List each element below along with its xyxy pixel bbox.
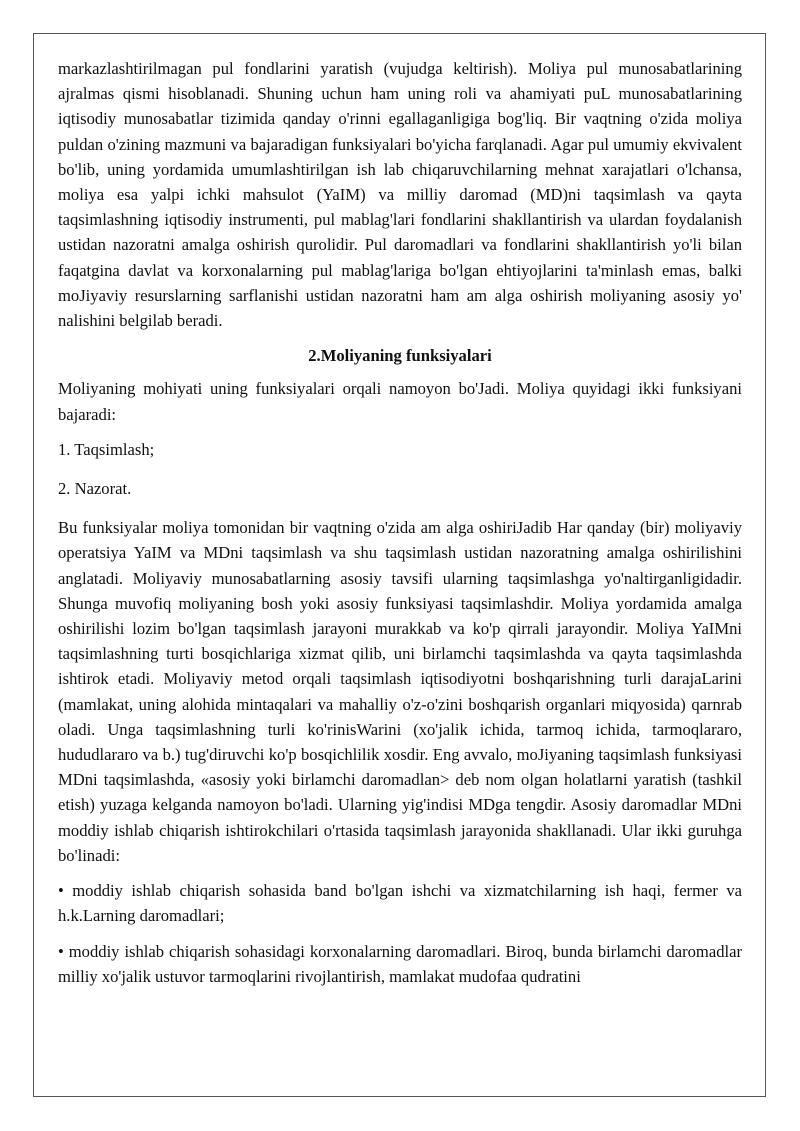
document-body (58, 56, 742, 999)
function-item-2: 2. Nazorat. (58, 479, 132, 499)
bullet-item-1: • moddiy ishlab chiqarish sohasida band bo'lgan ishchi va xizmatchilarning ish haqi, fermer va h.k.Larning daromadlari; (58, 881, 742, 926)
function-item-1: 1. Taqsimlash; (58, 439, 155, 459)
bullet-item-2: • moddiy ishlab chiqarish sohasidagi korxonalarning daromadlari. Biroq, bunda birlamchi daromadlar milliy xo'jalik ustuvor tarmoqlarini rivojlantirish, mamlakat mudofaa qudratini (58, 941, 742, 986)
paragraph-intro: Moliyaning mohiyati uning funksiyalari orqali namoyon bo'Jadi. Moliya quyidagi ikki funksiyani bajaradi: (58, 379, 742, 424)
section-heading: 2.Moliyaning funksiyalari (308, 346, 492, 366)
paragraph-body: Bu funksiyalar moliya tomonidan bir vaqtning o'zida am alga oshiriJadib Har qanday (bir) moliyaviy operatsiya YaIM va MDni taqsimlash va shu taqsimlash ustidan nazoratning amalga oshirilishini anglatadi. Moliyaviy munosabatlarning asosiy tavsifi ularning taqsimlashga yo'naltirganligidadir. Shunga muvofiq moliyaning bosh yoki asosiy funksiyasi taqsimlashdir. Moliya yordamida amalga oshirilishi lozim bo'lgan taqsimlash jarayoni murakkab va ko'p qirrali jarayondir. Moliya YaIMni taqsimlashning turti bosqichlariga xizmat qilib, uni birlamchi taqsimlashda va qayta taqsimlashda ishtirok etadi. Moliyaviy metod orqali taqsimlash iqtisodiyotni boshqarishning turli darajaLarini (mamlakat, uning alohida mintaqalari va mahalliy o'z-o'zini boshqarish organlari miqyosida) qarnrab oladi. Unga taqsimlashning turli ko'rinisWarini (xo'jalik ichida, tarmoq ichida, tarmoqlararo, hududlararo va b.) tug'diruvchi ko'p bosqichlilik xosdir. Eng avvalo, moJiyaning taqsimlash funksiyasi MDni taqsimlashda, «asosiy yoki birlamchi daromadlan> deb nom olgan holatlarni yaratish (tashkil etish) yuzaga kelganda namoyon bo'ladi. Ularning yig'indisi MDga tengdir. Asosiy daromadlar MDni moddiy ishlab chiqarish ishtirokchilari o'rtasida taqsimlash jarayonida shakllanadi. Ular ikki guruhga bo'linadi: (58, 518, 742, 865)
paragraph-continuation: markazlashtirilmagan pul fondlarini yaratish (vujudga keltirish). Moliya pul munosabatlarining ajralmas qismi hisoblanadi. Shuning uchun ham uning roli va ahamiyati puL munosabatlarining iqtisodiy munosabatlar tizimida qanday o'rinni egallaganligiga bog'liq. Bir vaqtning o'zida moliya puldan o'zining mazmuni va bajaradigan funksiyalari bo'yicha farqlanadi. Agar pul umumiy ekvivalent bo'lib, uning yordamida umumlashtirilgan ish lab chiqaruvchilarning mehnat xarajatlari o'lchansa, moliya esa yalpi ichki mahsulot (YaIM) va milliy daromad (MD)ni taqsimlash va qayta taqsimlashning iqtisodiy instrumenti, pul mablag'lari fondlarini shakllantirish va ulardan foydalanish ustidan nazoratni amalga oshirish qurolidir. Pul daromadlari va fondlarini shakllantirish yo'li bilan faqatgina davlat va korxonalarning pul mablag'lariga bo'lgan ehtiyojlarini ta'minlash emas, balki moJiyaviy resurslarning sarflanishi ustidan nazoratni ham am alga oshirish moliyaning asosiy yo' nalishini belgilab beradi. (58, 59, 742, 331)
